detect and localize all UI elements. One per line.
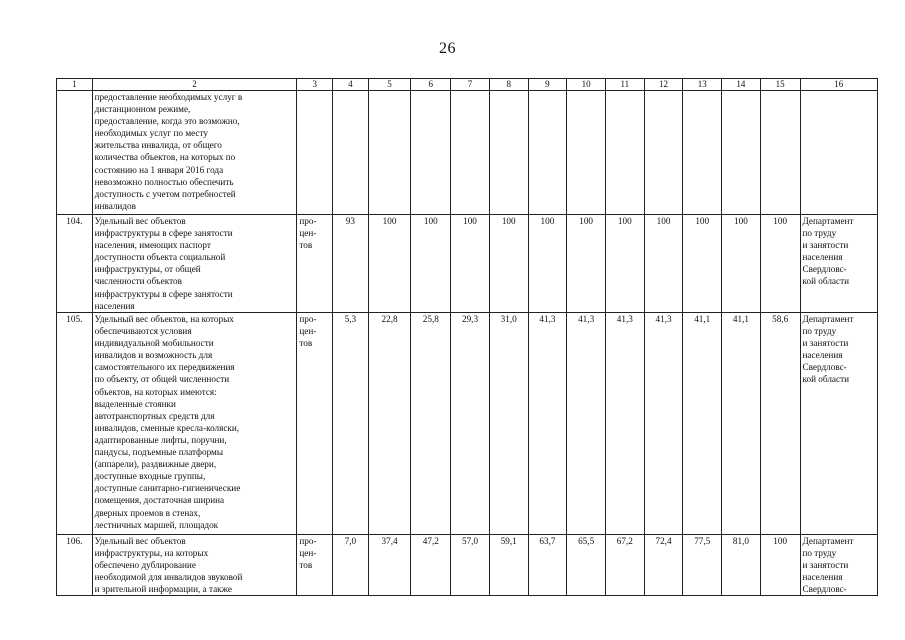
year-value: 100 (567, 215, 606, 313)
year-value: 41,3 (644, 313, 683, 535)
year-value: 25,8 (411, 313, 451, 535)
year-value (760, 91, 800, 215)
indicator-description: предоставление необходимых услуг в дистанционном режиме, предоставление, когда это возможно, необходимых услуг по месту жительства инвалида, от общего количества объектов, на которых по состоянию на 1 января 2016 года невозможно полностью обеспечить доступность с учетом потребностей инвалидов (92, 91, 297, 215)
column-header: 13 (683, 79, 722, 91)
year-value: 22,8 (368, 313, 411, 535)
year-value: 77,5 (683, 535, 722, 596)
table-row (57, 313, 878, 535)
row-number: 106. (57, 535, 93, 596)
year-value: 59,1 (489, 535, 528, 596)
table-row (57, 91, 878, 215)
year-value: 100 (722, 215, 761, 313)
row-number (57, 91, 93, 215)
row-number: 105. (57, 313, 93, 535)
table-row (57, 215, 878, 313)
year-value: 41,1 (722, 313, 761, 535)
column-header: 2 (92, 79, 297, 91)
responsible-department: Департамент по труду и занятости населения Свердловс- кой области (800, 313, 878, 535)
column-header: 7 (451, 79, 490, 91)
indicator-description: Удельный вес объектов, на которых обеспечиваются условия индивидуальной мобильности инвалидов и возможность для самостоятельного их передвижения по объекту, от общей численности объектов, на которых имеются: выделенные стоянки автотранспортных средств для инвалидов, сменные кресла-коляски, адаптированные лифты, поручни, пандусы, подъемные платформы (аппарели), раздвижные двери, доступные входные группы, доступные санитарно-гигиенические помещения, достаточная ширина дверных проемов в стенах, лестничных маршей, площадок (92, 313, 297, 535)
responsible-department: Департамент по труду и занятости населения Свердловс- (800, 535, 878, 596)
unit-of-measure (297, 91, 333, 215)
year-value: 37,4 (368, 535, 411, 596)
year-value: 47,2 (411, 535, 451, 596)
year-value: 41,3 (528, 313, 567, 535)
year-value: 67,2 (605, 535, 644, 596)
column-header: 10 (567, 79, 606, 91)
year-value: 100 (760, 215, 800, 313)
column-header: 11 (605, 79, 644, 91)
year-value (683, 91, 722, 215)
year-value (411, 91, 451, 215)
year-value: 41,3 (605, 313, 644, 535)
column-header: 3 (297, 79, 333, 91)
year-value (368, 91, 411, 215)
year-value (644, 91, 683, 215)
year-value: 100 (683, 215, 722, 313)
year-value: 100 (605, 215, 644, 313)
column-header: 14 (722, 79, 761, 91)
indicators-table (56, 78, 878, 596)
year-value: 81,0 (722, 535, 761, 596)
year-value: 100 (451, 215, 490, 313)
year-value (528, 91, 567, 215)
year-value (605, 91, 644, 215)
year-value (489, 91, 528, 215)
year-value: 65,5 (567, 535, 606, 596)
year-value: 72,4 (644, 535, 683, 596)
responsible-department: Департамент по труду и занятости населения Свердловс- кой области (800, 215, 878, 313)
column-header: 12 (644, 79, 683, 91)
column-header: 4 (333, 79, 369, 91)
page-number: 26 (439, 40, 456, 57)
year-value: 100 (528, 215, 567, 313)
unit-of-measure: про- цен- тов (297, 535, 333, 596)
year-value: 7,0 (333, 535, 369, 596)
responsible-department (800, 91, 878, 215)
indicator-description: Удельный вес объектов инфраструктуры в сфере занятости населения, имеющих паспорт доступности объекта социальной инфраструктуры, от общей численности объектов инфраструктуры в сфере занятости населения (92, 215, 297, 313)
column-header: 1 (57, 79, 93, 91)
year-value: 100 (644, 215, 683, 313)
unit-of-measure: про- цен- тов (297, 215, 333, 313)
year-value: 100 (760, 535, 800, 596)
year-value: 57,0 (451, 535, 490, 596)
column-header: 5 (368, 79, 411, 91)
year-value: 100 (489, 215, 528, 313)
table-row (57, 535, 878, 596)
year-value: 100 (368, 215, 411, 313)
unit-of-measure: про- цен- тов (297, 313, 333, 535)
year-value: 41,1 (683, 313, 722, 535)
column-header: 16 (800, 79, 878, 91)
year-value: 100 (411, 215, 451, 313)
column-header: 15 (760, 79, 800, 91)
year-value: 58,6 (760, 313, 800, 535)
row-number: 104. (57, 215, 93, 313)
column-header: 6 (411, 79, 451, 91)
column-number-row (57, 79, 878, 91)
year-value: 93 (333, 215, 369, 313)
year-value: 41,3 (567, 313, 606, 535)
year-value (333, 91, 369, 215)
year-value (567, 91, 606, 215)
year-value: 29,3 (451, 313, 490, 535)
year-value (451, 91, 490, 215)
year-value: 5,3 (333, 313, 369, 535)
year-value (722, 91, 761, 215)
column-header: 9 (528, 79, 567, 91)
indicator-description: Удельный вес объектов инфраструктуры, на которых обеспечено дублирование необходимой для инвалидов звуковой и зрительной информации, а также (92, 535, 297, 596)
column-header: 8 (489, 79, 528, 91)
year-value: 31,0 (489, 313, 528, 535)
year-value: 63,7 (528, 535, 567, 596)
